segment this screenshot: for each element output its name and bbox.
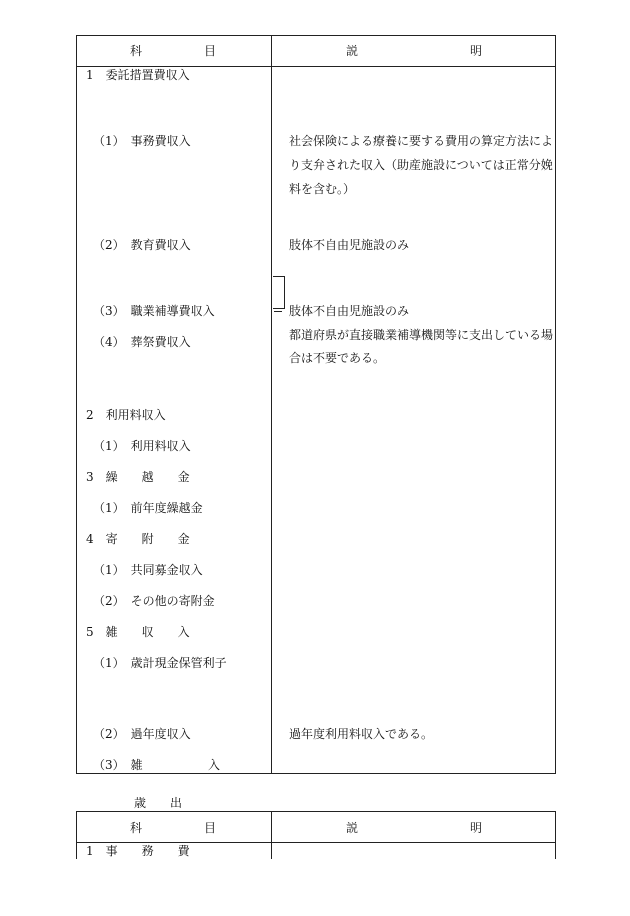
expense-header-subject-char-2: 目: [203, 821, 216, 835]
table-right-border: [555, 35, 556, 774]
header-subject: [130, 42, 216, 59]
table-bottom-border: [76, 773, 556, 774]
expense-table-left-border: [76, 811, 77, 859]
header-explanation-char-2: 明: [469, 44, 482, 58]
header-subject-char-2: 目: [203, 44, 216, 58]
explanation-funeral-line-1: 都道府県が直接職業補導機関等に支出している場: [289, 328, 554, 342]
expense-header-explanation-char-1: 説: [346, 821, 359, 835]
item-miscellaneous-income: 5 雑 収 入: [86, 625, 190, 639]
item-community-chest-income: （1） 共同募金収入: [93, 563, 203, 577]
expense-header-explanation: [346, 819, 482, 836]
item-office-expenses: 1 事 務 費: [86, 844, 190, 858]
explanation-vocational-guidance: 肢体不自由児施設のみ: [289, 304, 410, 318]
explanation-prior-year-income: 過年度利用料収入である。: [289, 727, 434, 741]
item-usage-fee-income: 2 利用料収入: [86, 408, 166, 422]
item-vocational-guidance-income: （3） 職業補導費収入: [93, 304, 215, 318]
item-carryover: 3 繰 越 金: [86, 470, 190, 484]
item-prior-year-income: （2） 過年度収入: [93, 727, 191, 741]
table-left-border: [76, 35, 77, 774]
column-divider: [271, 35, 272, 774]
bracket-mark: [273, 276, 285, 309]
item-previous-year-carryover: （1） 前年度繰越金: [93, 501, 203, 515]
expense-section-title: 歳 出: [134, 796, 183, 810]
item-usage-fee-income-sub: （1） 利用料収入: [93, 439, 191, 453]
expense-table-top-border: [76, 811, 556, 812]
header-subject-char-1: 科: [130, 44, 143, 58]
item-miscellaneous: （3） 雑: [93, 758, 143, 772]
item-miscellaneous-suffix: 入: [208, 758, 221, 772]
header-explanation: [346, 42, 482, 59]
item-cash-custody-interest: （1） 歳計現金保管利子: [93, 656, 227, 670]
explanation-office-expense-line-1: 社会保険による療養に要する費用の算定方法によ: [289, 134, 554, 148]
header-explanation-char-1: 説: [346, 44, 359, 58]
expense-header-explanation-char-2: 明: [469, 821, 482, 835]
item-other-donations: （2） その他の寄附金: [93, 594, 215, 608]
item-funeral-expense-income: （4） 葬祭費収入: [93, 335, 191, 349]
item-education-expense-income: （2） 教育費収入: [93, 238, 191, 252]
explanation-funeral-line-2: 合は不要である。: [289, 351, 386, 365]
item-entrusted-measure-income: 1 委託措置費収入: [86, 68, 190, 82]
explanation-office-expense-line-3: 料を含む。）: [289, 182, 356, 196]
expense-table-right-border: [555, 811, 556, 859]
item-donations: 4 寄 附 金: [86, 532, 190, 546]
explanation-office-expense-line-2: り支弁された収入（助産施設については正常分娩: [289, 158, 553, 172]
item-office-expense-income: （1） 事務費収入: [93, 134, 191, 148]
explanation-education-expense: 肢体不自由児施設のみ: [289, 238, 410, 252]
expense-header-subject-char-1: 科: [130, 821, 143, 835]
bracket-tick: [274, 311, 282, 312]
table-top-border: [76, 35, 556, 36]
expense-header-subject: [130, 819, 216, 836]
expense-column-divider: [271, 811, 272, 859]
